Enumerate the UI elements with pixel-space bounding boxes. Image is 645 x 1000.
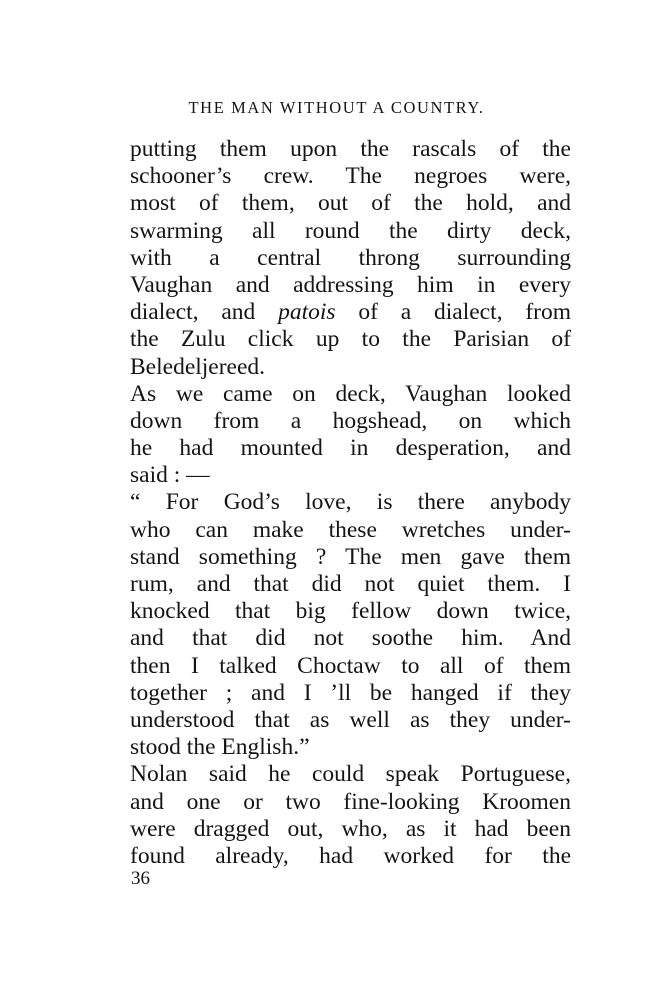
text-line: found already, had worked for the: [130, 842, 571, 869]
text-line: together ; and I ’ll be hanged if they: [130, 679, 571, 706]
text-line: swarming all round the dirty deck,: [130, 217, 571, 244]
text-line: Vaughan and addressing him in every: [130, 271, 571, 298]
text-line: the Zulu click up to the Parisian of: [130, 326, 571, 353]
text-line: stood the English.”: [130, 734, 310, 761]
text-line: and that did not soothe him. And: [130, 625, 571, 652]
text-line: stand something ? The men gave them: [130, 543, 571, 570]
text-line: Nolan said he could speak Portuguese,: [130, 761, 571, 788]
text-line: rum, and that did not quiet them. I: [130, 571, 571, 597]
text-line: with a central throng surrounding: [130, 244, 571, 271]
text-line: he had mounted in desperation, and: [130, 435, 571, 462]
text-line: who can make these wretches under-: [130, 516, 571, 543]
text-line: As we came on deck, Vaughan looked: [130, 380, 571, 407]
text-line: putting them upon the rascals of the: [130, 136, 571, 162]
text-line: schooner’s crew. The negroes were,: [130, 163, 571, 190]
text-line: “ For God’s love, is there anybody: [130, 489, 571, 516]
text-run: of a dialect, from: [335, 299, 571, 326]
text-line: understood that as well as they under-: [130, 706, 571, 733]
text-line: knocked that big fellow down twice,: [130, 598, 571, 625]
text-line: down from a hogshead, on which: [130, 407, 571, 434]
body-text: [130, 136, 571, 870]
text-line: said : —: [130, 462, 210, 489]
text-line: then I talked Choctaw to all of them: [130, 652, 571, 679]
text-line: most of them, out of the hold, and: [130, 190, 571, 217]
running-head: THE MAN WITHOUT A COUNTRY.: [188, 98, 485, 117]
text-line: and one or two fine-looking Kroomen: [130, 788, 571, 815]
text-line: Beledeljereed.: [130, 353, 266, 380]
italic-word: patois: [278, 299, 336, 326]
text-run: dialect, and: [130, 299, 279, 326]
page-number: 36: [131, 868, 150, 889]
text-line: [130, 299, 571, 326]
text-line: were dragged out, who, as it had been: [130, 815, 571, 842]
